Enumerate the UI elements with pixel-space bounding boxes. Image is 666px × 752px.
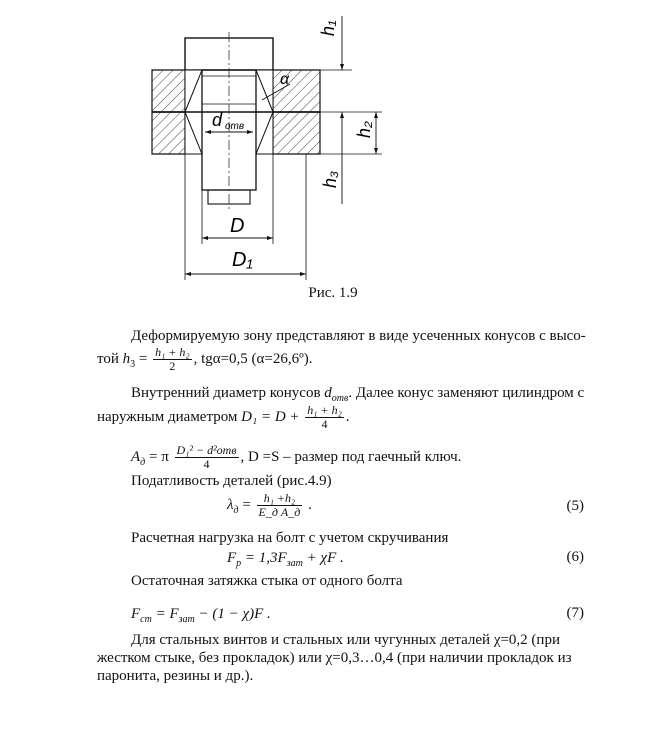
equation-7-number: (7)	[566, 605, 584, 621]
bolt-joint-figure	[130, 4, 400, 286]
paragraph-7-line-1: Для стальных винтов и стальных или чугунных деталей χ=0,2 (при	[131, 632, 560, 648]
fraction-d1	[305, 404, 343, 431]
paragraph-4: Податливость деталей (рис.4.9)	[131, 473, 332, 489]
eq7-f-sub: ст	[140, 614, 152, 625]
label-alpha: α	[280, 71, 290, 88]
eq5-lambda-sub: д	[233, 504, 239, 516]
equation-6-number: (6)	[566, 549, 584, 565]
paragraph-2-line-2	[97, 404, 350, 431]
fraction-d1-num: h₁ + h₂	[307, 403, 342, 417]
area-symbol: A	[131, 448, 141, 465]
fraction-area-den: 4	[203, 457, 210, 471]
fraction-d1-den: 4	[321, 417, 328, 431]
fraction-eq5-den: E_д A_д	[258, 505, 301, 519]
p2-d-sub: отв	[331, 393, 349, 404]
paragraph-6: Остаточная затяжка стыка от одного болта	[131, 573, 403, 589]
upper-plate-left	[152, 70, 185, 112]
eq7-b-sub: зат	[178, 614, 195, 625]
label-d-otv: d	[212, 110, 223, 130]
fraction-area-num: D₁² − d²отв	[176, 443, 237, 457]
paragraph-5: Расчетная нагрузка на болт с учетом скручивания	[131, 530, 449, 546]
eq5-suffix: .	[308, 496, 312, 513]
fraction-h3-num: h₁ + h₂	[155, 345, 190, 359]
fraction-eq5	[257, 492, 303, 519]
p2-prefix: Внутренний диаметр конусов	[131, 385, 321, 401]
eq6-rest-sub: зат	[286, 558, 303, 569]
area-symbol-sub: д	[140, 456, 146, 468]
area-suffix: , D =S – размер под гаечный ключ.	[240, 448, 462, 465]
equation-6	[227, 549, 344, 573]
fraction-h3	[153, 346, 191, 373]
label-h1: h₁	[318, 20, 338, 36]
eq7-b: = F	[155, 606, 179, 622]
area-eq: = π	[148, 448, 169, 465]
eq6-tail: + χF .	[306, 550, 344, 566]
eq6-f-sub: р	[236, 558, 242, 569]
label-D1: D₁	[232, 249, 253, 271]
eq6-f: F	[227, 550, 237, 566]
p1-prefix: той	[97, 350, 119, 367]
eq5-lambda: λ	[227, 496, 234, 513]
p1-suffix: , tgα=0,5 (α=26,6º).	[193, 350, 313, 367]
p2-suffix: . Далее конус заменяют цилиндром с	[348, 385, 585, 401]
eq7-c: − (1 − χ)F .	[198, 606, 271, 622]
p1-eq: =	[138, 350, 148, 367]
fraction-h3-den: 2	[169, 359, 176, 373]
p2b-formula: D₁ = D +	[241, 408, 300, 425]
lower-plate-left	[152, 112, 185, 154]
label-h3: h₃	[320, 170, 340, 188]
figure-caption: Рис. 1.9	[308, 285, 358, 301]
paragraph-7-line-2: жестком стыке, без прокладок) или χ=0,3…0,4 (при наличии прокладок из	[97, 650, 572, 666]
fraction-eq5-num: h₁ +h₂	[257, 492, 303, 506]
equation-7	[131, 605, 271, 629]
formula-area	[131, 444, 461, 472]
eq7-f: F	[131, 606, 141, 622]
p2b-prefix: наружным диаметром	[97, 408, 238, 425]
label-D: D	[230, 215, 245, 237]
paragraph-1-line-2	[97, 346, 313, 374]
p2-d: d	[324, 385, 332, 401]
paragraph-1-line-1: Деформируемую зону представляют в виде усеченных конусов с высо-	[131, 328, 586, 344]
p2b-suffix: .	[345, 408, 350, 425]
lower-plate-right	[273, 112, 320, 154]
p1-h3: h	[122, 350, 131, 367]
eq5-eq: =	[242, 496, 251, 513]
equation-5	[227, 492, 312, 520]
equation-5-number: (5)	[566, 498, 584, 514]
fraction-area	[175, 444, 239, 471]
p1-h3-sub: 3	[130, 358, 136, 370]
label-d-otv-sub: отв	[225, 121, 245, 132]
eq6-rest: = 1,3F	[244, 550, 287, 566]
paragraph-7-line-3: паронита, резины и др.).	[97, 668, 254, 684]
label-h2: h₂	[354, 121, 374, 138]
